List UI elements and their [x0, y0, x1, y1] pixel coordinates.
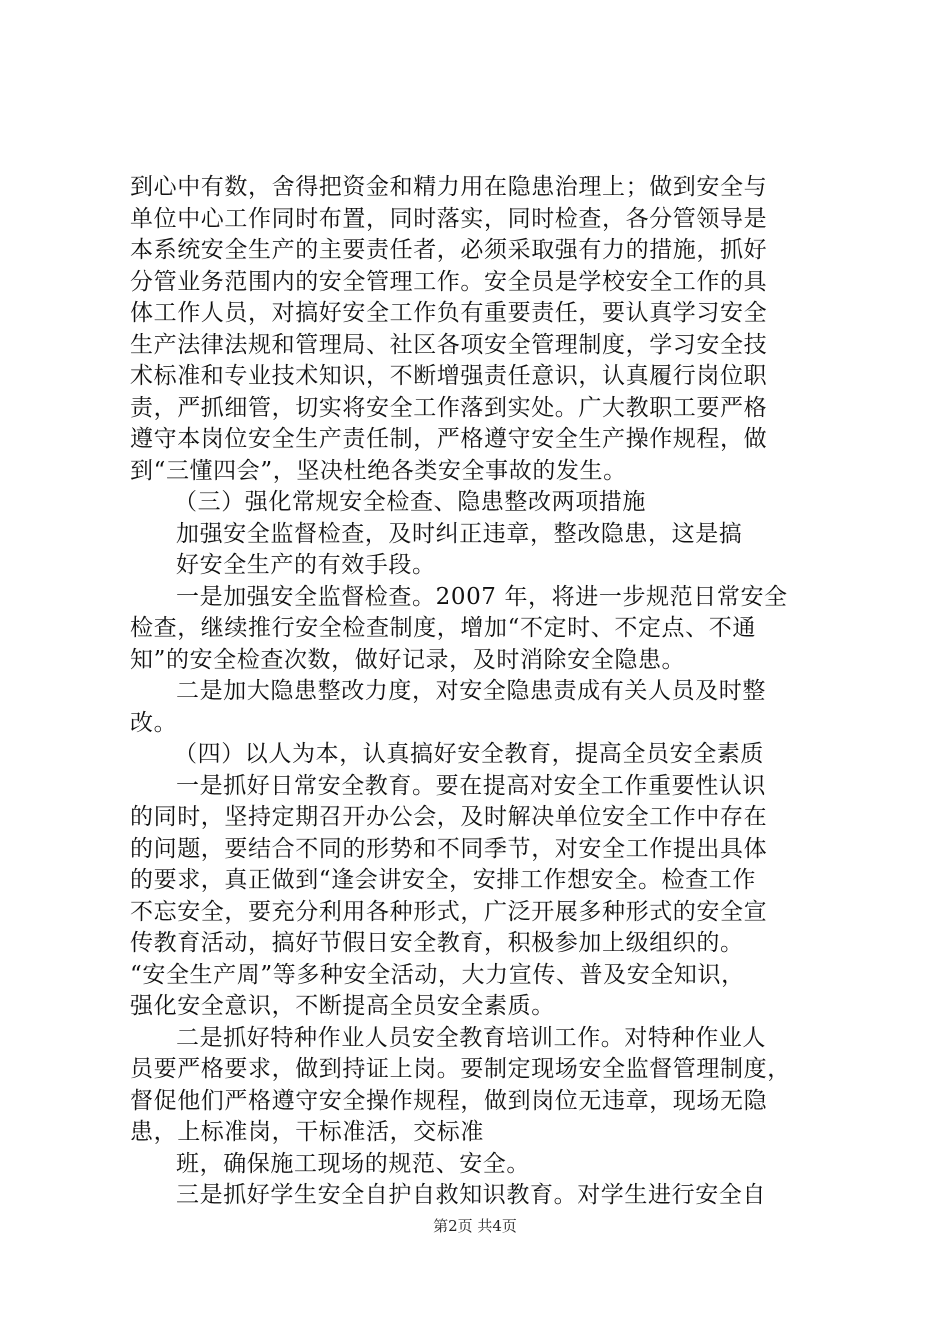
- text-line: 一是抓好日常安全教育。要在提高对安全工作重要性认识: [176, 772, 766, 799]
- text-line: （四）以人为本，认真搞好安全教育，提高全员安全素质: [174, 741, 764, 767]
- text-line: “安全生产周”等多种安全活动，大力宣传、普及安全知识，: [130, 961, 745, 988]
- text-line: 二是加大隐患整改力度，对安全隐患责成有关人员及时整: [176, 678, 766, 704]
- text-line: 加强安全监督检查，及时纠正违章，整改隐患，这是搞: [176, 520, 743, 547]
- text-line: 的问题，要结合不同的形势和不同季节，对安全工作提出具体: [130, 835, 768, 862]
- text-line: 遵守本岗位安全生产责任制，严格遵守安全生产操作规程，做: [130, 426, 768, 452]
- text-line: 二是抓好特种作业人员安全教育培训工作。对特种作业人: [176, 1024, 766, 1051]
- text-line: 好安全生产的有效手段。: [176, 552, 436, 578]
- text-line: 强化安全意识，不断提高全员安全素质。: [130, 993, 555, 1019]
- text-line: 传教育活动，搞好节假日安全教育，积极参加上级组织的。: [130, 930, 744, 956]
- text-line: 督促他们严格遵守安全操作规程，做到岗位无违章，现场无隐: [130, 1087, 768, 1114]
- text-line: 班，确保施工现场的规范、安全。: [176, 1150, 530, 1177]
- text-line: （三）强化常规安全检查、隐患整改两项措施: [174, 489, 646, 515]
- text-line: 的同时，坚持定期召开办公会，及时解决单位安全工作中存在: [130, 804, 768, 830]
- text-line: 一是加强安全监督检查。2007 年，将进一步规范日常安全: [176, 583, 788, 610]
- text-line: 体工作人员，对搞好安全工作负有重要责任，要认真学习安全: [130, 300, 768, 326]
- text-line: 不忘安全，要充分利用各种形式，广泛开展多种形式的安全宣: [130, 898, 768, 925]
- text-line: 责，严抓细管，切实将安全工作落到实处。广大教职工要严格: [130, 394, 768, 421]
- text-line: 知”的安全检查次数，做好记录，及时消除安全隐患。: [130, 646, 686, 673]
- text-line: 的要求，真正做到“逢会讲安全，安排工作想安全。检查工作: [130, 867, 756, 893]
- document-body: [130, 172, 845, 1212]
- text-line: 检查，继续推行安全检查制度，增加“不定时、不定点、不通: [130, 615, 756, 641]
- text-line: 三是抓好学生安全自护自救知识教育。对学生进行安全自: [176, 1182, 766, 1208]
- text-line: 分管业务范围内的安全管理工作。安全员是学校安全工作的具: [130, 268, 768, 295]
- text-line: 改。: [130, 709, 178, 736]
- text-line: 员要严格要求，做到持证上岗。要制定现场安全监督管理制度，: [130, 1056, 791, 1082]
- text-line: 患，上标准岗，干标准活，交标准: [130, 1119, 484, 1145]
- text-line: 到心中有数，舍得把资金和精力用在隐患治理上；做到安全与: [130, 174, 768, 200]
- text-line: 术标准和专业技术知识，不断增强责任意识，认真履行岗位职: [130, 363, 768, 389]
- text-line: 本系统安全生产的主要责任者，必须采取强有力的措施，抓好: [130, 237, 768, 263]
- text-line: 单位中心工作同时布置，同时落实，同时检查，各分管领导是: [130, 205, 768, 232]
- text-line: 到“三懂四会”，坚决杜绝各类安全事故的发生。: [130, 457, 627, 484]
- text-line: 生产法律法规和管理局、社区各项安全管理制度，学习安全技: [130, 331, 768, 358]
- page-footer: 第2页 共4页: [433, 1217, 517, 1235]
